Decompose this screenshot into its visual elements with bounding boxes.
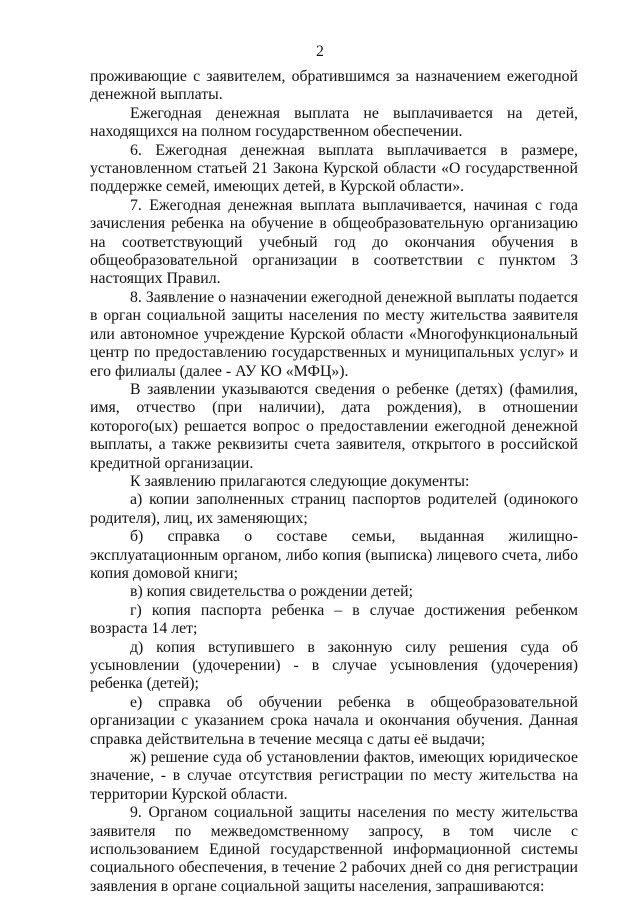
paragraph-item-9: 9. Органом социальной защиты населения по месту жительства заявителя по межведомственному запросу, в том числе с использованием Единой государственной информационной системы социального обеспечения, в течение 2 рабочих дней со дня регистрации заявления в органе социальной защиты населения, запрашиваются:	[90, 804, 578, 895]
paragraph-documents-intro: К заявлению прилагаются следующие документы:	[130, 472, 470, 490]
list-item-v: в) копия свидетельства о рождении детей;	[130, 583, 413, 601]
list-item-zh: ж) решение суда об установлении фактов, имеющих юридическое значение, - в случае отсутствия регистрации по месту жительства на территории Курской области.	[90, 749, 578, 803]
paragraph-item-7: 7. Ежегодная денежная выплата выплачивается, начиная с года зачисления ребенка на обучение в общеобразовательную организацию на соответствующий учебный год до окончания обучения в общеобразовательной организации в соответствии с пунктом 3 настоящих Правил.	[90, 196, 578, 288]
document-body	[90, 68, 578, 896]
list-item-a: а) копии заполненных страниц паспортов родителей (одинокого родителя), лиц, их заменяющих;	[90, 491, 578, 527]
paragraph-no-payment: Ежегодная денежная выплата не выплачивается на детей, находящихся на полном государственном обеспечении.	[90, 104, 578, 141]
paragraph-continuation: проживающие с заявителем, обратившимся за назначением ежегодной денежной выплаты.	[90, 68, 578, 104]
list-item-d: д) копия вступившего в законную силу решения суда об усыновлении (удочерении) - в случае усыновления (удочерения) ребенка (детей);	[90, 638, 578, 693]
list-item-b: б) справка о составе семьи, выданная жилищно-эксплуатационным органом, либо копия (выписка) лицевого счета, либо копия домовой книги;	[90, 528, 578, 582]
paragraph-application-details: В заявлении указываются сведения о ребенке (детях) (фамилия, имя, отчество (при наличии), дата рождения), в отношении которого(ых) решается вопрос о предоставлении ежегодной денежной выплаты, а также реквизиты счета заявителя, открытого в российской кредитной организации.	[90, 380, 578, 472]
list-item-g: г) копия паспорта ребенка – в случае достижения ребенком возраста 14 лет;	[90, 601, 578, 638]
paragraph-item-8: 8. Заявление о назначении ежегодной денежной выплаты подается в орган социальной защиты населения по месту жительства заявителя или автономное учреждение Курской области «Многофункциональный центр по предоставлению государственных и муниципальных услуг» и его филиалы (далее - АУ КО «МФЦ»).	[90, 288, 578, 380]
page-number: 2	[316, 43, 324, 60]
paragraph-item-6: 6. Ежегодная денежная выплата выплачивается в размере, установленном статьей 21 Закона Курской области «О государственной поддержке семей, имеющих детей, в Курской области».	[90, 141, 578, 196]
list-item-e: е) справка об обучении ребенка в общеобразовательной организации с указанием срока начала и окончания обучения. Данная справка действительна в течение месяца с даты её выдачи;	[90, 693, 578, 748]
